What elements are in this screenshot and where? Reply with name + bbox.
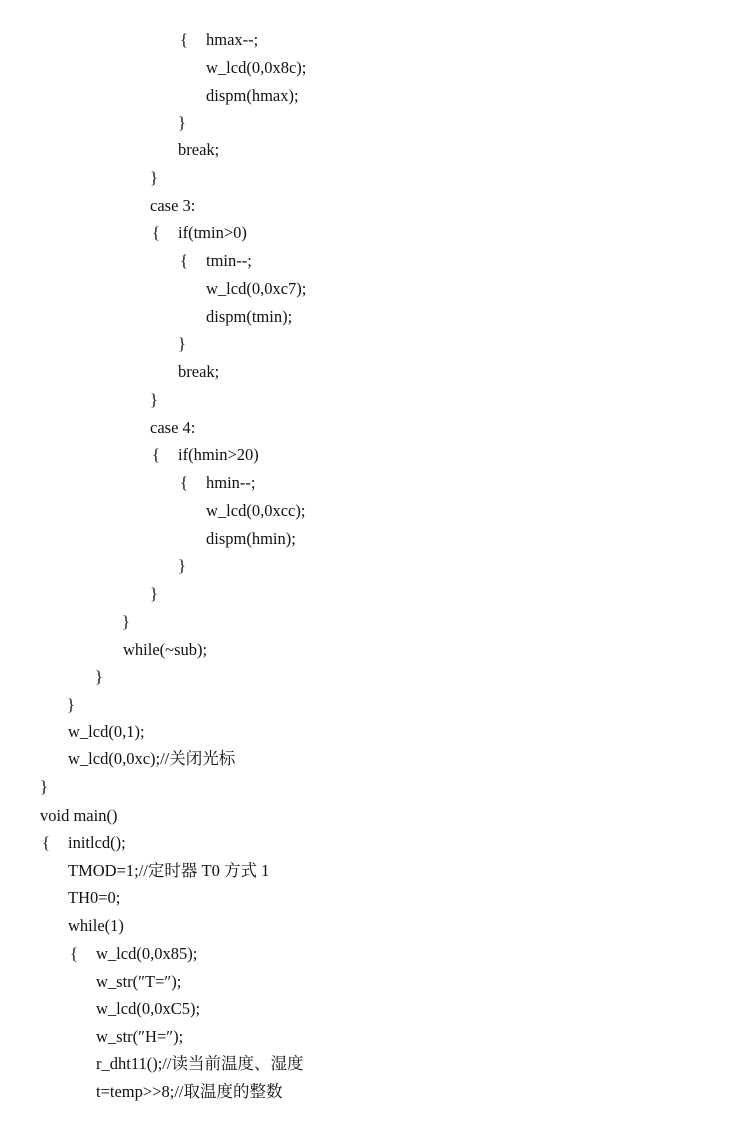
code-line: hmax--;	[206, 30, 259, 49]
code-line: while(~sub);	[123, 640, 208, 659]
code-line: dispm(hmin);	[206, 529, 296, 548]
code-line: break;	[178, 140, 220, 159]
code-line: if(tmin>0)	[178, 223, 247, 242]
code-line: dispm(hmax);	[206, 86, 299, 105]
code-line: }	[150, 390, 158, 409]
code-line: }	[122, 612, 130, 631]
code-line: void main()	[40, 806, 118, 825]
code-line: w_lcd(0,0x8c);	[206, 58, 307, 77]
code-line: if(hmin>20)	[178, 445, 259, 464]
code-line: w_str(″H=″);	[96, 1027, 184, 1046]
code-brace: {	[180, 473, 188, 492]
code-line: }	[95, 667, 103, 686]
code-line: }	[178, 334, 186, 353]
code-line: }	[150, 584, 158, 603]
code-line: w_lcd(0,0xc7);	[206, 279, 307, 298]
code-line: w_lcd(0,0xc);//关闭光标	[68, 749, 236, 768]
code-brace: {	[152, 223, 160, 242]
code-line: hmin--;	[206, 473, 256, 492]
code-brace: {	[42, 833, 50, 852]
code-line: }	[178, 113, 186, 132]
code-line: }	[40, 777, 48, 796]
code-line: t=temp>>8;//取温度的整数	[96, 1082, 283, 1101]
code-brace: {	[180, 30, 188, 49]
code-line: dispm(tmin);	[206, 307, 293, 326]
code-brace: {	[70, 944, 78, 963]
code-line: }	[67, 695, 75, 714]
code-line: TH0=0;	[68, 888, 121, 907]
code-line: case 4:	[150, 418, 196, 437]
code-line: w_lcd(0,0xC5);	[96, 999, 201, 1018]
code-line: break;	[178, 362, 220, 381]
code-line: initlcd();	[68, 833, 126, 852]
code-line: tmin--;	[206, 251, 252, 270]
code-line: w_str(″T=″);	[96, 972, 182, 991]
code-line: TMOD=1;//定时器 T0 方式 1	[68, 861, 270, 880]
code-line: }	[150, 168, 158, 187]
code-line: while(1)	[68, 916, 124, 935]
code-line: w_lcd(0,0xcc);	[206, 501, 306, 520]
code-line: w_lcd(0,0x85);	[96, 944, 198, 963]
code-line: case 3:	[150, 196, 196, 215]
code-line: r_dht11();//读当前温度、湿度	[96, 1054, 304, 1073]
code-line: }	[178, 556, 186, 575]
code-brace: {	[180, 251, 188, 270]
code-line: w_lcd(0,1);	[68, 722, 145, 741]
code-brace: {	[152, 445, 160, 464]
